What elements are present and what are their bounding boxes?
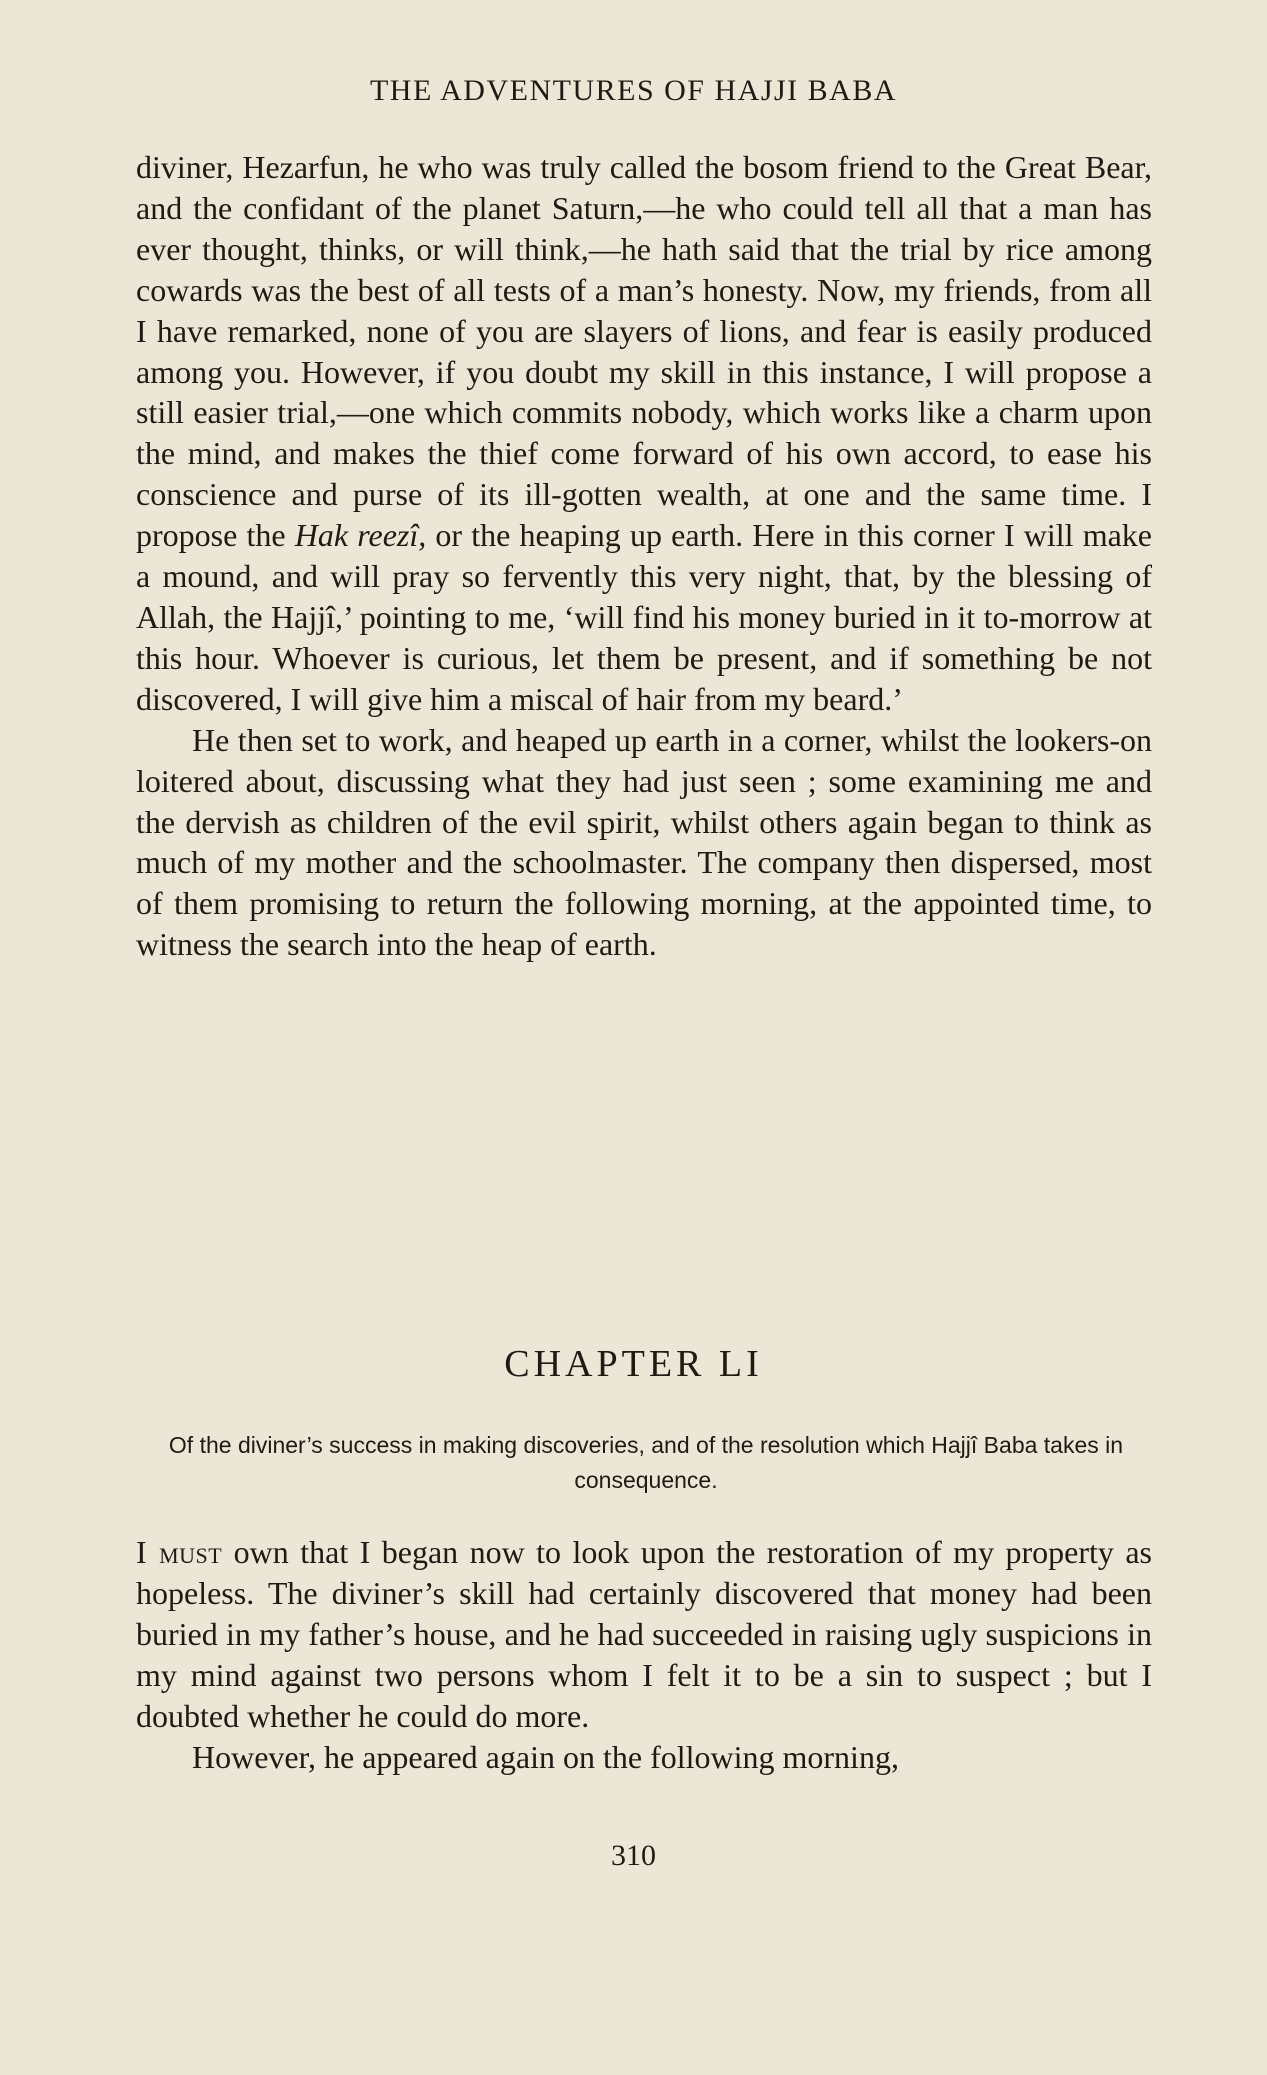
paragraph-narration: He then set to work, and heaped up earth in a corner, whilst the lookers-on loitered about, discussing what they had just seen ; some examining me and the dervish as children of the evil spirit, whilst others again began to think as much of my mother and the schoolmaster. The company then dispersed, most of them promising to return the following morning, at the appointed time, to witness the search into the heap of earth. (136, 721, 1152, 963)
paragraph-continuation: However, he appeared again on the following morning, (192, 1738, 899, 1775)
chapter-summary: Of the diviner’s success in making discoveries, and of the resolution which Hajjî Baba takes in consequence. (168, 1432, 1124, 1493)
running-head: THE ADVENTURES OF HAJJI BABA (369, 74, 898, 107)
paragraph-1-text-before: diviner, Hezarfun, he who was truly called the bosom friend to the Great Bear, and the confidant of the planet Saturn,—he who could tell all that a man has ever thought, thinks, or will think,—he hath said that the trial by rice among cowards was the best of all tests of a man’s honesty. Now, my friends, from all I have remarked, none of you are slayers of lions, and fear is easily produced among you. However, if you doubt my skill in this instance, I will propose a still easier trial,—one which commits nobody, which works like a charm upon the mind, and makes the thief come forward of his own accord, to ease his conscience and purse of its ill-gotten wealth, at one and the same time. I propose the (136, 149, 1152, 554)
paragraph-3-text: own that I began now to look upon the restoration of my property as hopeless. The diviner’s skill had certainly discovered that money had been buried in my father’s house, and he had succeeded in raising ugly suspicions in my mind against two persons whom I felt it to be a sin to suspect ; but I doubted whether he could do more. (136, 1534, 1153, 1734)
paragraph-1-text-after: or the heaping up earth. Here in this corner I will make a mound, and will pray so fervently this very night, that, by the blessing of Allah, the Hajjî,’ pointing to me, ‘will find his money buried in it to-morrow at this hour. Whoever is curious, let them be present, and if something be not discovered, I will give him a miscal of hair from my beard.’ (136, 517, 1153, 717)
chapter-title: CHAPTER LI (504, 1343, 763, 1385)
text-block-bottom (136, 1532, 1152, 1777)
page-number: 310 (611, 1839, 656, 1872)
opening-words: I must (136, 1534, 223, 1570)
text-block-top (136, 147, 1152, 965)
italic-term: Hak reezî, (294, 517, 427, 554)
paragraph-dialogue (136, 147, 1152, 720)
paragraph-chapter-opening (136, 1532, 1152, 1737)
